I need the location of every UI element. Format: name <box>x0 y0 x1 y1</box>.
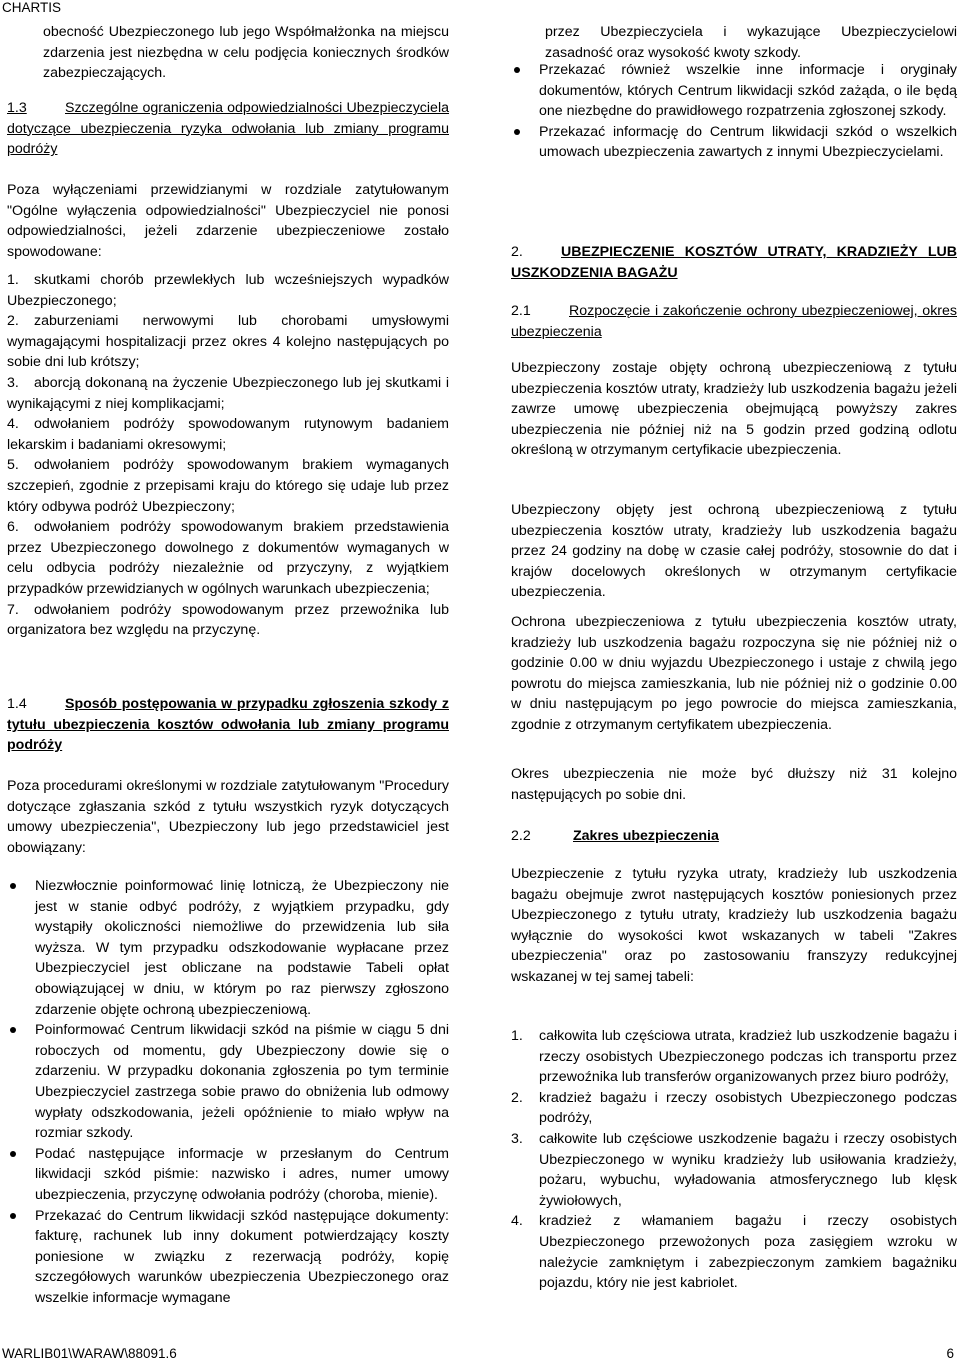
list-item-text: odwołaniem podróży spowodowanym przez przewoźnika lub organizatora bez względu na przyczynę. <box>7 601 449 639</box>
continued-text: przez Ubezpieczyciela i wykazujące Ubezpieczycielowi zasadność oraz wysokość kwoty szkody. <box>545 24 957 61</box>
section-1-4-title: Sposób postępowania w przypadku zgłoszenia szkody z tytułu ubezpieczenia kosztów odwołania lub zmiany programu podróży <box>7 696 449 754</box>
list-item-text: kradzież bagażu i rzeczy osobistych Ubezpieczonego podczas podróży, <box>539 1089 957 1127</box>
list-item <box>511 1129 957 1211</box>
list-item-number: 3. <box>511 1130 523 1147</box>
bullet-item <box>7 876 449 1020</box>
section-1-4-bullets <box>7 876 449 1308</box>
paragraph-1: Ubezpieczony zostaje objęty ochroną ubezpieczeniową z tytułu ubezpieczenia kosztów utraty, kradzieży lub uszkodzenia bagażu jeżeli zawrze umowę ubezpieczenia obejmującą powyższy zakres ubezpieczenia nie później niż na 5 godzin przed godziną odlotu określoną w otrzymanym certyfikacie ubezpieczenia. <box>511 360 957 459</box>
list-item-number: 7. <box>7 601 19 618</box>
list-item-text: kradzież z włamaniem bagażu i rzeczy osobistych Ubezpieczonego przewożonych poza zasięgiem wzroku w należycie zamkniętym i zabezpieczonym zamkiem bagażniku pojazdu, który nie jest kabriolet. <box>539 1213 957 1292</box>
section-number: 2.2 <box>511 828 531 844</box>
bullet-icon <box>7 1144 35 1206</box>
bullet-icon <box>7 1206 35 1309</box>
bullet-item <box>7 1020 449 1144</box>
section-number: 1.4 <box>7 696 27 712</box>
section-number: 2. <box>511 244 523 260</box>
list-item-text: zaburzeniami nerwowymi lub chorobami umysłowymi wymagającymi hospitalizacji przez okres 4 kolejno następujących po sobie dni lub krótszy; <box>7 313 449 371</box>
bullet-text: Przekazać informację do Centrum likwidacji szkód o wszelkich umowach ubezpieczenia zawartych z innymi Ubezpieczycielami. <box>539 123 957 161</box>
section-2-title: UBEZPIECZENIE KOSZTÓW UTRATY, KRADZIEŻY LUB USZKODZENIA BAGAŻU <box>511 244 957 281</box>
list-item-text: odwołaniem podróży spowodowanym brakiem wymaganych szczepień, zgodnie z przepisami kraju do którego się udaje lub przez który odbywa podróż Ubezpieczony; <box>7 457 449 515</box>
section-number: 1.3 <box>7 100 27 116</box>
list-item-text: całkowite lub częściowe uszkodzenie bagażu i rzeczy osobistych Ubezpieczonego w wyniku kradzieży lub usiłowania kradzieży, pożaru, wybuchu, wyładowania atmosferycznego lub klęsk żywiołowych, <box>539 1130 957 1209</box>
bullet-text: Poinformować Centrum likwidacji szkód na piśmie w ciągu 5 dni roboczych od momentu, gdy Ubezpieczony dowie się o zdarzeniu. W przypadku dokonania zgłoszenia po tym terminie Ubezpieczyciel zastrzega sobie prawo do obniżenia lub odmowy wypłaty odszkodowania, jeżeli opóźnienie to miało wpływ na rozmiar szkody. <box>35 1022 449 1142</box>
bullet-item <box>511 60 957 122</box>
paragraph-4: Okres ubezpieczenia nie może być dłuższy niż 31 kolejno następujących po sobie dni. <box>511 766 957 803</box>
list-item <box>7 600 449 641</box>
bullet-item <box>7 1144 449 1206</box>
paragraph-2: Ubezpieczony objęty jest ochroną ubezpieczeniową z tytułu ubezpieczenia kosztów utraty, kradzieży lub uszkodzenia bagażu przez 24 godziny na dobę w czasie całej podróży, stosownie do dat i krajów docelowych określonych w otrzymanym certyfikacie ubezpieczenia. <box>511 502 957 601</box>
list-item-text: odwołaniem podróży spowodowanym brakiem przedstawienia przez Ubezpieczonego dowolnego z dokumentów wymaganych w celu odbycia podróży niezależnie od przyczyny, z wyjątkiem przypadków przewidzianych w ogólnych warunkach ubezpieczenia; <box>7 519 449 597</box>
paragraph-5: Ubezpieczenie z tytułu ryzyka utraty, kradzieży lub uszkodzenia bagażu obejmuje zwrot następujących kosztów poniesionych przez Ubezpieczonego z tytułu utraty, kradzieży lub uszkodzenia bagażu wyłącznie do wysokości kwot wskazanych w tabeli "Zakres ubezpieczenia" oraz po zastosowaniu franszyzy redukcyjnej wskazanej w tej samej tabeli: <box>511 866 957 985</box>
bullet-item <box>511 122 957 163</box>
page-number: 6 <box>946 1346 954 1361</box>
document-code: WARLIB01\WARAW\88091.6 <box>2 1346 177 1361</box>
bullet-item <box>7 1206 449 1309</box>
list-item-text: całkowita lub częściowa utrata, kradzież lub uszkodzenie bagażu i rzeczy osobistych Ubezpieczonego podczas ich transportu przez przewoźnika lub transferów organizowanych przez biuro podróży, <box>539 1028 957 1086</box>
bullet-text: Podać następujące informacje w przesłanym do Centrum likwidacji szkód piśmie: nazwisko i adres, numer umowy ubezpieczenia, przyczynę odwołania podróży (choroba, mienie). <box>35 1145 449 1203</box>
list-item-number: 1. <box>7 272 19 288</box>
list-item <box>511 1211 957 1293</box>
list-item <box>7 373 449 414</box>
list-item <box>7 414 449 455</box>
list-item <box>7 270 449 311</box>
section-1-3-list <box>7 270 449 641</box>
list-item <box>7 455 449 517</box>
section-1-3-title: Szczególne ograniczenia odpowiedzialności Ubezpieczyciela dotyczące ubezpieczenia ryzyka odwołania lub zmiany programu podróży <box>7 100 449 158</box>
list-item-number: 6. <box>7 519 19 536</box>
coverage-list <box>511 1026 957 1294</box>
list-item-text: odwołaniem podróży spowodowanym rutynowym badaniem lekarskim i badaniami okresowymi; <box>7 416 449 453</box>
list-item <box>511 1026 957 1088</box>
list-item-number: 4. <box>511 1213 523 1230</box>
paragraph-3: Ochrona ubezpieczeniowa z tytułu ubezpieczenia kosztów utraty, kradzieży lub uszkodzenia bagażu rozpoczyna się nie później niż o godzinie 0.00 w dniu wyjazdu Ubezpieczonego i ustaje z chwilą jego powrotu do miejsca zamieszkania, lub nie później niż o godzinie 0.00 w dniu następującym po jego powrocie do miejsca zamieszkania, zgodnie z otrzymanym certyfikatem ubezpieczenia. <box>511 614 957 733</box>
right-bullets <box>511 60 957 163</box>
section-1-3-paragraph: Poza wyłączeniami przewidzianymi w rozdziale zatytułowanym "Ogólne wyłączenia odpowiedzialności" Ubezpieczyciel nie ponosi odpowiedzialności, jeżeli zdarzenie ubezpieczeniowe zostało spowodowane: <box>7 182 449 260</box>
list-item-number: 5. <box>7 457 19 474</box>
bullet-icon <box>511 60 539 122</box>
bullet-icon <box>7 876 35 1020</box>
section-2-1-title: Rozpoczęcie i zakończenie ochrony ubezpieczeniowej, okres ubezpieczenia <box>511 303 957 340</box>
list-item-text: skutkami chorób przewlekłych lub wcześniejszych wypadków Ubezpieczonego; <box>7 272 449 309</box>
bullet-text: Przekazać do Centrum likwidacji szkód następujące dokumenty: fakturę, rachunek lub inny dokument potwierdzający koszty poniesione w związku z rezerwacją podróży, kopię szczegółowych warunków ubezpieczenia Ubezpieczonego oraz wszelkie informacje wymagane <box>35 1207 449 1306</box>
bullet-text: Przekazać również wszelkie inne informacje i oryginały dokumentów, których Centrum likwidacji szkód zażąda, o ile będą one niezbędne do prawidłowego rozpatrzenia zgłoszonej szkody. <box>539 62 957 120</box>
intro-text: obecność Ubezpieczonego lub jego Współmałżonka na miejscu zdarzenia jest niezbędna w celu podjęcia koniecznych środków zabezpieczających. <box>43 24 449 82</box>
list-item-number: 3. <box>7 374 19 391</box>
bullet-icon <box>511 122 539 163</box>
section-2-2-title: Zakres ubezpieczenia <box>573 828 719 844</box>
list-item <box>7 517 449 599</box>
list-item-number: 2. <box>7 313 19 330</box>
bullet-text: Niezwłocznie poinformować linię lotniczą, że Ubezpieczony nie jest w stanie odbyć podróży, z wyjątkiem przypadku, gdy wystąpiły okoliczności niemożliwe do przewidzenia lub siła wyższa. W tym przypadku odszkodowanie wypłacane przez Ubezpieczyciel jest obliczane na podstawie Tabeli opłat obowiązującej w dniu, w którym po raz pierwszy zgłoszono zdarzenie objęte ochroną ubezpieczeniową. <box>35 878 449 1018</box>
section-number: 2.1 <box>511 303 531 319</box>
list-item <box>7 311 449 373</box>
section-1-4-paragraph: Poza procedurami określonymi w rozdziale zatytułowanym "Procedury dotyczące zgłaszania szkód z tytułu wszystkich ryzyk dotyczących umowy ubezpieczenia", Ubezpieczony lub jego przedstawiciel jest obowiązany: <box>7 778 449 856</box>
list-item-number: 4. <box>7 416 19 433</box>
list-item <box>511 1088 957 1129</box>
bullet-icon <box>7 1020 35 1144</box>
list-item-number: 2. <box>511 1089 523 1106</box>
list-item-number: 1. <box>511 1028 523 1044</box>
document-header: CHARTIS <box>2 0 62 15</box>
list-item-text: aborcją dokonaną na życzenie Ubezpieczonego lub jej skutkami i wynikającymi z niej komplikacjami; <box>7 374 449 412</box>
